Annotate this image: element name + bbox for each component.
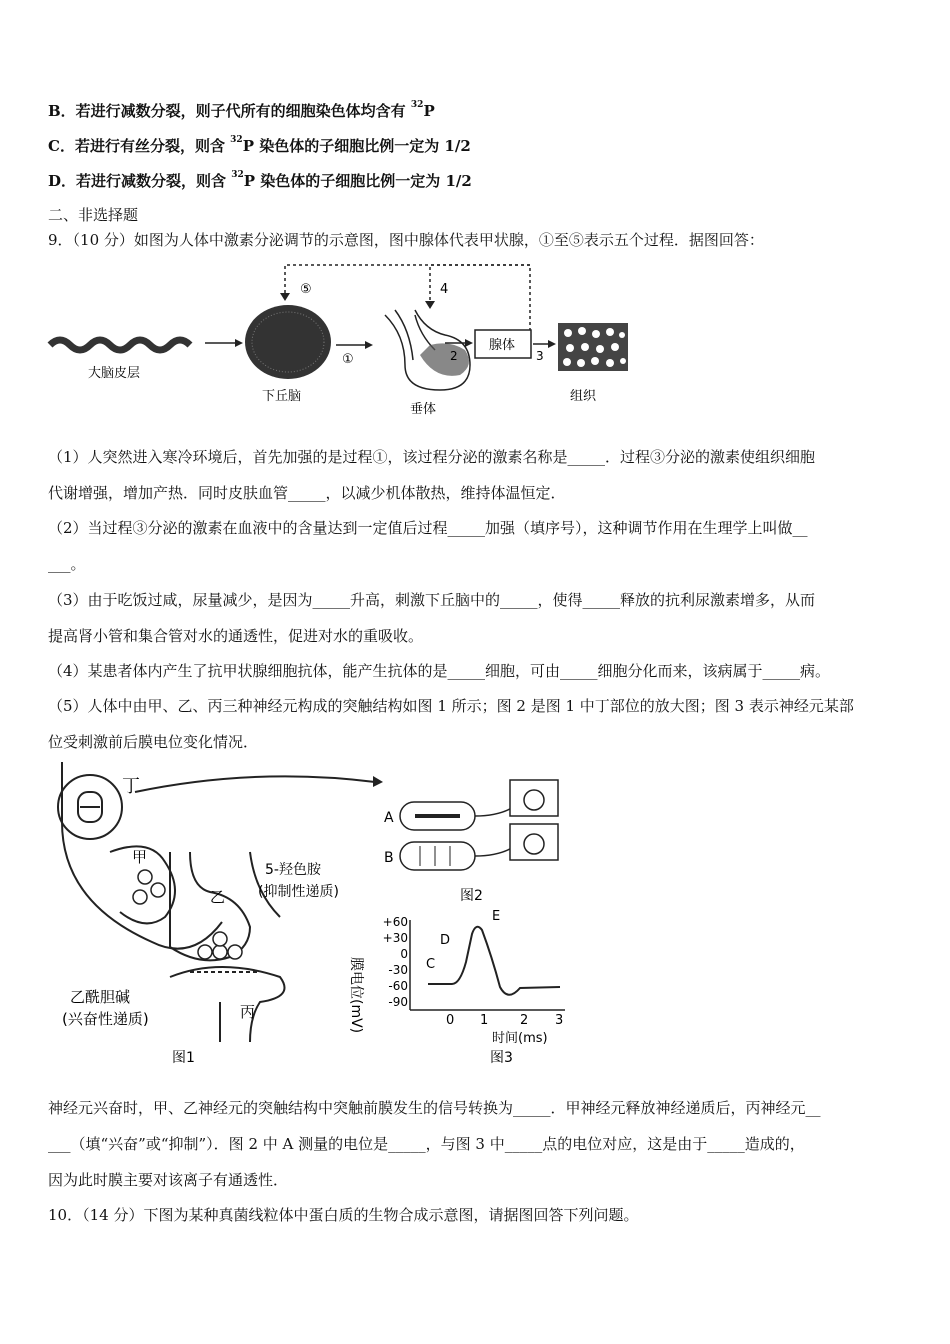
q9-stem: 9．（10 分）如图为人体中激素分泌调节的示意图，图中腺体代表甲状腺，①至⑤表示五个过程．据图回答： bbox=[48, 231, 764, 249]
option-c: C．若进行有丝分裂，则含 $^{32}$P 染色体的子细胞比例一定为 1/2 bbox=[48, 135, 471, 155]
q9-sub6-line1: 神经元兴奋时，甲、乙神经元的突触结构中突触前膜发生的信号转换为_____．甲神经元释放神经递质后，丙神经元__ bbox=[48, 1099, 821, 1117]
section-title: 二、非选择题 bbox=[48, 206, 139, 224]
q9-sub5-line2: 位受刺激前后膜电位变化情况． bbox=[48, 733, 259, 751]
option-d: D．若进行减数分裂，则含 $^{32}$P 染色体的子细胞比例一定为 1/2 bbox=[48, 170, 472, 190]
pituitary-label: 垂体 bbox=[410, 402, 437, 417]
fig3-xtick-1: 1 bbox=[480, 1013, 489, 1028]
fig3-ytick-m90: -90 bbox=[388, 995, 408, 1009]
fig1-label: 图1 bbox=[172, 1050, 195, 1066]
fig3-ylabel: 膜电位(mV) bbox=[348, 957, 364, 1034]
fig3-xlabel: 时间(ms) bbox=[492, 1031, 548, 1046]
option-b: B．若进行减数分裂，则子代所有的细胞染色体均含有 $^{32}$P bbox=[48, 100, 435, 120]
q9-sub6-line3: 因为此时膜主要对该离子有通透性． bbox=[48, 1171, 289, 1189]
ach-note: (兴奋性递质) bbox=[62, 1010, 149, 1028]
fig2-axon-b bbox=[400, 824, 558, 870]
fig2-axon-a bbox=[400, 780, 558, 830]
tissue-label: 组织 bbox=[570, 389, 597, 404]
ding-label: 丁 bbox=[122, 776, 140, 797]
bing-label: 丙 bbox=[240, 1003, 256, 1021]
q9-sub2-line1: （2）当过程③分泌的激素在血液中的含量达到一定值后过程_____加强（填序号），这种调节作用在生理学上叫做__ bbox=[48, 519, 808, 537]
fig3-ytick-0: 0 bbox=[400, 947, 408, 961]
q9-sub1-line1: （1）人突然进入寒冷环境后，首先加强的是过程①，该过程分泌的激素名称是_____．过程③分泌的激素使组织细胞 bbox=[48, 448, 816, 466]
q9-sub3-line1: （3）由于吃饭过咸，尿量减少，是因为_____升高，刺激下丘脑中的_____，使得_____释放的抗利尿激素增多，从而 bbox=[48, 591, 816, 609]
fig3-point-d: D bbox=[440, 933, 451, 948]
fig2-a-label: A bbox=[384, 810, 394, 826]
fig3-point-c: C bbox=[426, 957, 436, 972]
fig3-point-e: E bbox=[492, 909, 501, 924]
q9-sub1-line2: 代谢增强，增加产热．同时皮肤血管_____，以减少机体散热，维持体温恒定． bbox=[48, 484, 566, 502]
fig3-xtick-2: 2 bbox=[520, 1013, 529, 1028]
process-4-label: 4 bbox=[440, 282, 449, 297]
hormone-regulation-diagram bbox=[40, 255, 660, 420]
fig3-label: 图3 bbox=[490, 1050, 513, 1066]
fig2-b-label: B bbox=[384, 850, 394, 866]
ach-label: 乙酰胆碱 bbox=[70, 988, 131, 1006]
process-3-label: 3 bbox=[536, 349, 544, 363]
process-5-label: ⑤ bbox=[300, 282, 312, 297]
process-2-label: 2 bbox=[450, 349, 458, 363]
jia-label: 甲 bbox=[132, 848, 148, 866]
q9-sub2-line2: ___。 bbox=[48, 555, 86, 573]
serotonin-note: (抑制性递质) bbox=[258, 884, 339, 900]
fig3-xtick-3: 3 bbox=[555, 1013, 564, 1028]
q10-stem: 10．（14 分）下图为某种真菌线粒体中蛋白质的生物合成示意图，请据图回答下列问题。 bbox=[48, 1206, 639, 1224]
q9-sub3-line2: 提高肾小管和集合管对水的通透性，促进对水的重吸收。 bbox=[48, 627, 424, 645]
q9-sub4: （4）某患者体内产生了抗甲状腺细胞抗体，能产生抗体的是_____细胞，可由_____细胞分化而来，该病属于_____病。 bbox=[48, 662, 831, 680]
fig3-ytick-m60: -60 bbox=[388, 979, 408, 993]
gland-label: 腺体 bbox=[489, 338, 516, 353]
fig3-ytick-p30: +30 bbox=[382, 931, 408, 945]
synapse-figures bbox=[40, 762, 580, 1072]
hypothalamus-label: 下丘脑 bbox=[262, 389, 302, 404]
fig3-ytick-p60: +60 bbox=[382, 915, 408, 929]
cerebral-cortex-shape bbox=[50, 340, 190, 350]
q9-sub5-line1: （5）人体中由甲、乙、丙三种神经元构成的突触结构如图 1 所示；图 2 是图 1 中丁部位的放大图；图 3 表示神经元某部 bbox=[48, 697, 854, 715]
cortex-label: 大脑皮层 bbox=[88, 366, 141, 381]
process-1-label: ① bbox=[342, 352, 354, 367]
fig2-label: 图2 bbox=[460, 888, 483, 904]
fig3-xtick-0: 0 bbox=[446, 1013, 455, 1028]
q9-sub6-line2: ___（填“兴奋”或“抑制”）．图 2 中 A 测量的电位是_____，与图 3 中_____点的电位对应，这是由于_____造成的， bbox=[48, 1135, 805, 1153]
serotonin-label: 5-羟色胺 bbox=[265, 862, 321, 878]
fig3-ytick-m30: -30 bbox=[388, 963, 408, 977]
hypothalamus-shape bbox=[245, 305, 331, 379]
tissue-shape bbox=[558, 323, 628, 371]
yi-label: 乙 bbox=[210, 888, 226, 906]
